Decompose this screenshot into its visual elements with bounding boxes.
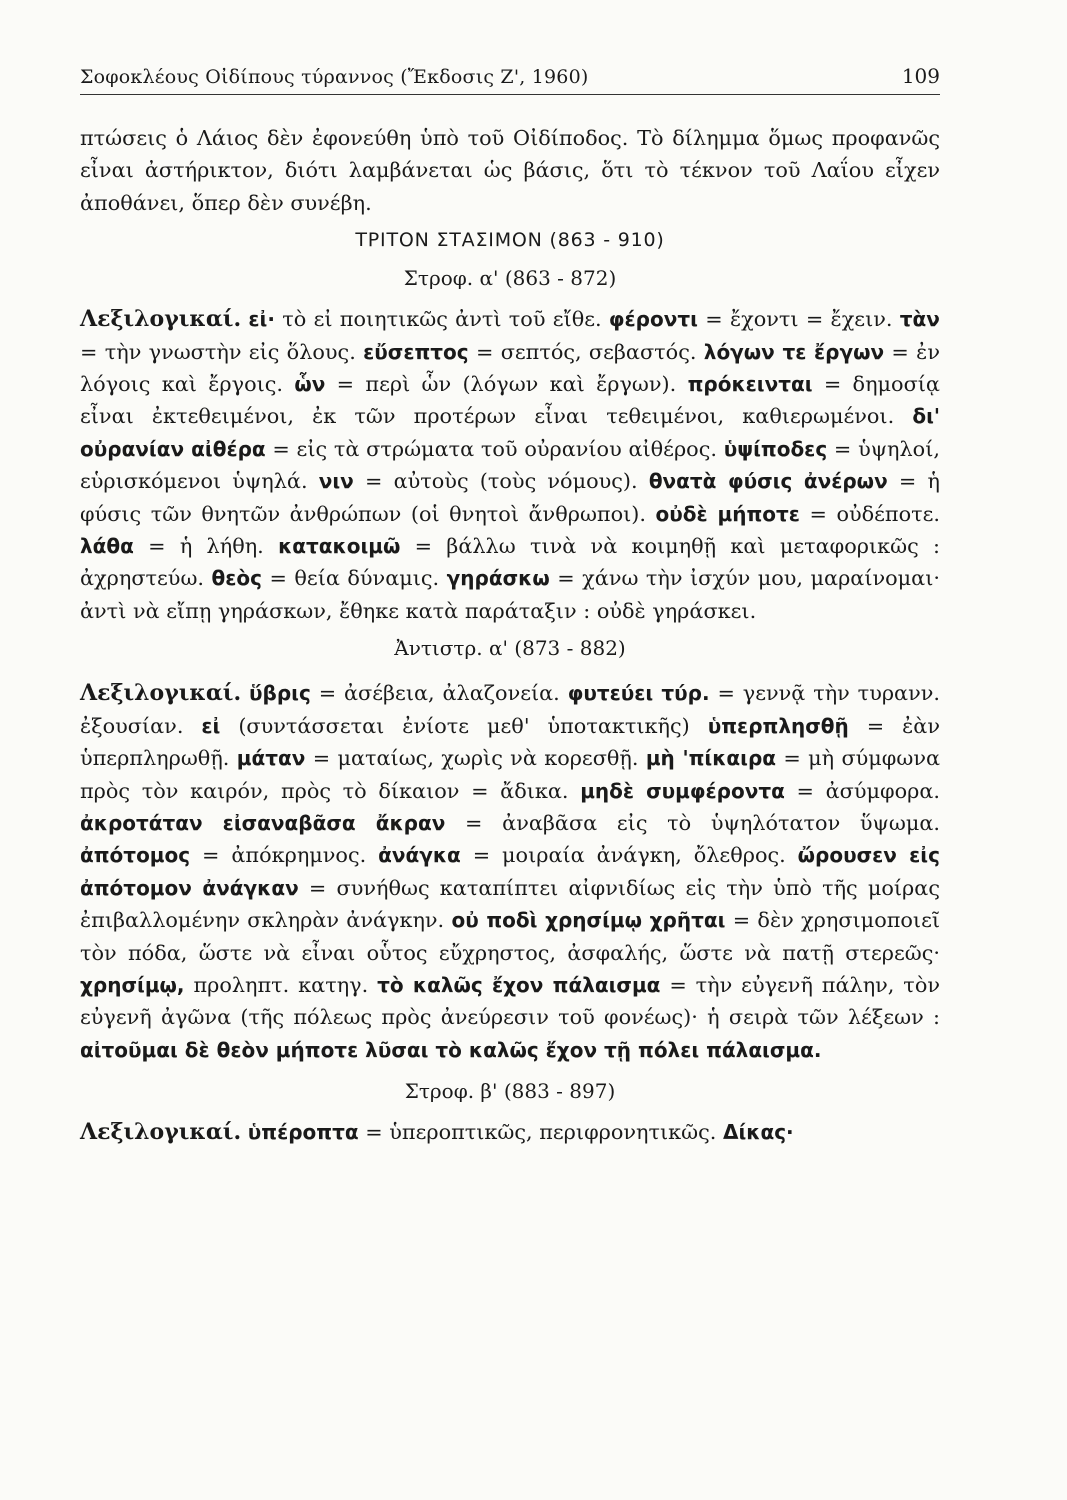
headword: οὐδὲ μήποτε — [655, 501, 800, 526]
headword: δι' οὐρανίαν αἰθέρα — [80, 404, 940, 461]
gloss: τὸ εἰ ποιητικῶς ἀντὶ τοῦ εἴθε. — [282, 307, 602, 332]
gloss: = χάνω τὴν ἰσχύν μου, μαραίνομαι· ἀντὶ νὰ εἴπῃ γηράσκων, ἔθηκε κατὰ παράταξιν : οὐδὲ γηράσκει. — [80, 566, 940, 623]
headword: τὰν — [899, 307, 940, 332]
gloss: = δὲν χρησιμοποιεῖ τὸν πόδα, ὥστε νὰ εἶναι οὗτος εὔχρηστος, ἀσφαλής, ὥστε νὰ πατῇ στερεῶς· — [80, 908, 940, 965]
section-label: Λεξιλογικαί. — [80, 1119, 242, 1146]
headword: οὐ ποδὶ χρησίμῳ χρῆται — [451, 908, 726, 933]
section-label: Λεξιλογικαί. — [80, 680, 242, 707]
headword: εὔσεπτος — [363, 339, 469, 364]
strophe-a-heading: Στροφ. α' (863 - 872) — [403, 266, 617, 291]
gloss: = συνήθως καταπίπτει αἰφνιδίως εἰς τὴν ὑπὸ τῆς μοίρας ἐπιβαλλομένην σκληρὰν ἀνάγκην. — [80, 875, 940, 933]
stasimon-title: ΤΡΙΤΟΝ ΣΤΑΣΙΜΟΝ (863 - 910) — [355, 229, 665, 252]
headword: θνατὰ φύσις ἀνέρων — [648, 469, 888, 494]
headword: πρόκεινται — [687, 372, 813, 397]
headword: ὑψίποδες — [723, 436, 828, 461]
gloss: = σεπτός, σεβαστός. — [475, 339, 697, 364]
gloss: προληπτ. κατηγ. — [193, 972, 369, 997]
gloss: = μοιραία ἀνάγκη, ὄλεθρος. — [472, 843, 786, 868]
gloss: (συντάσσεται ἐνίοτε μεθ' ὑποτακτικῆς) — [238, 713, 690, 738]
headword: εἰ — [201, 713, 221, 738]
headword: ἀπότομος — [80, 843, 191, 868]
gloss: = ἀσέβεια, ἀλαζονεία. — [318, 681, 560, 706]
gloss: = ματαίως, χωρὶς νὰ κορεσθῇ. — [312, 746, 639, 771]
gloss: = μὴ σύμφωνα πρὸς τὸν καιρόν, πρὸς τὸ δίκαιον = ἄδικα. — [80, 746, 940, 803]
section-label: Λεξιλογικαί. — [80, 306, 242, 333]
headword: φυτεύει τύρ. — [567, 681, 710, 706]
headword: ἀκροτάταν εἰσαναβᾶσα ἄκραν — [80, 810, 446, 835]
headword: ὤρουσεν εἰς ἀπότομον ἀνάγκαν — [80, 843, 940, 900]
headword: μὴ 'πίκαιρα — [645, 746, 777, 771]
running-header — [80, 58, 940, 95]
gloss: = ὑψηλοί, εὑρισκόμενοι ὑψηλά. — [80, 436, 940, 494]
gloss: = ἀπόκρημνος. — [202, 843, 367, 868]
headword: φέροντι — [608, 307, 698, 332]
headword: αἰτοῦμαι δὲ θεὸν μήποτε λῦσαι τὸ καλῶς ἔχον τῇ πόλει πάλαισμα. — [80, 1037, 822, 1062]
page-number: 109 — [901, 64, 940, 88]
headword: εἰ· — [248, 307, 275, 332]
headword: μηδὲ συμφέροντα — [580, 778, 785, 803]
headword: μάταν — [236, 746, 306, 771]
gloss: = θεία δύναμις. — [269, 566, 440, 591]
gloss: = γεννᾷ τὴν τυρανν. ἐξουσίαν. — [80, 681, 940, 738]
antistrophe-a-heading: Ἀντιστρ. α' (873 - 882) — [394, 636, 626, 661]
gloss: = ὑπεροπτικῶς, περιφρονητικῶς. — [365, 1120, 717, 1145]
glossary-antistrophe-a — [80, 677, 940, 1066]
gloss: = ἀσύμφορα. — [796, 778, 940, 803]
gloss: = ἡ λήθη. — [148, 534, 264, 559]
gloss: = βάλλω τινὰ νὰ κοιμηθῇ καὶ μεταφορικῶς : ἀχρηστεύω. — [80, 534, 940, 591]
book-page — [80, 58, 940, 1478]
glossary-strophe-b — [80, 1116, 940, 1148]
headword: τὸ καλῶς ἔχον πάλαισμα — [377, 972, 661, 997]
gloss: = ἀναβᾶσα εἰς τὸ ὑψηλότατον ὕψωμα. — [465, 810, 940, 835]
glossary-strophe-a — [80, 303, 940, 627]
headword: ὑπερπλησθῇ — [707, 713, 849, 738]
headword: ὧν — [294, 372, 326, 397]
gloss: = δημοσίᾳ εἶναι ἐκτεθειμένοι, ἐκ τῶν προτέρων εἶναι τεθειμένοι, καθιερωμένοι. — [80, 372, 940, 429]
headword: λόγων τε ἔργων — [703, 339, 885, 364]
strophe-b-heading: Στροφ. β' (883 - 897) — [404, 1079, 616, 1104]
headword: νιν — [318, 469, 354, 494]
gloss: = οὐδέποτε. — [809, 501, 940, 526]
headword: λάθα — [80, 534, 134, 559]
headword: χρησίμῳ, — [80, 972, 185, 997]
paragraph-intro: πτώσεις ὁ Λάιος δὲν ἐφονεύθη ὑπὸ τοῦ Οἰδίποδος. Τὸ δίλημμα ὅμως προφανῶς εἶναι ἀστήρικτον, διότι λαμβάνεται ὡς βάσις, ὅτι τὸ τέκνον τοῦ Λαΐου εἶχεν ἀποθάνει, ὅπερ δὲν συνέβη. — [80, 126, 940, 215]
gloss: = ἔχοντι = ἔχειν. — [705, 307, 893, 332]
gloss: = τὴν εὐγενῆ πάλην, τὸν εὐγενῆ ἀγῶνα (τῆς πόλεως πρὸς ἀνεύρεσιν τοῦ φονέως)· ἡ σειρὰ τῶν λέξεων : — [80, 972, 940, 1030]
headword: γηράσκω — [446, 566, 550, 591]
page-body — [80, 122, 940, 1149]
headword: ἀνάγκα — [378, 843, 461, 868]
gloss: = τὴν γνωστὴν εἰς ὅλους. — [80, 339, 356, 364]
headword: Δίκας· — [722, 1120, 794, 1145]
headword: κατακοιμῶ — [278, 534, 401, 559]
gloss: = ἡ φύσις τῶν θνητῶν ἀνθρώπων (οἱ θνητοὶ ἄνθρωποι). — [80, 469, 940, 526]
gloss: = εἰς τὰ στρώματα τοῦ οὐρανίου αἰθέρος. — [272, 436, 717, 461]
headword: ὑπέροπτα — [247, 1120, 359, 1145]
gloss: = περὶ ὧν (λόγων καὶ ἔργων). — [336, 372, 677, 397]
running-title: Σοφοκλέους Οἰδίπους τύραννος (Ἔκδοσις Ζ', 1960) — [80, 66, 589, 88]
headword: ὕβρις — [249, 681, 311, 706]
gloss: = ἐὰν ὑπερπληρωθῇ. — [80, 713, 940, 771]
headword: θεὸς — [211, 566, 262, 591]
gloss: = ἐν λόγοις καὶ ἔργοις. — [80, 339, 940, 397]
gloss: = αὐτοὺς (τοὺς νόμους). — [364, 469, 638, 494]
